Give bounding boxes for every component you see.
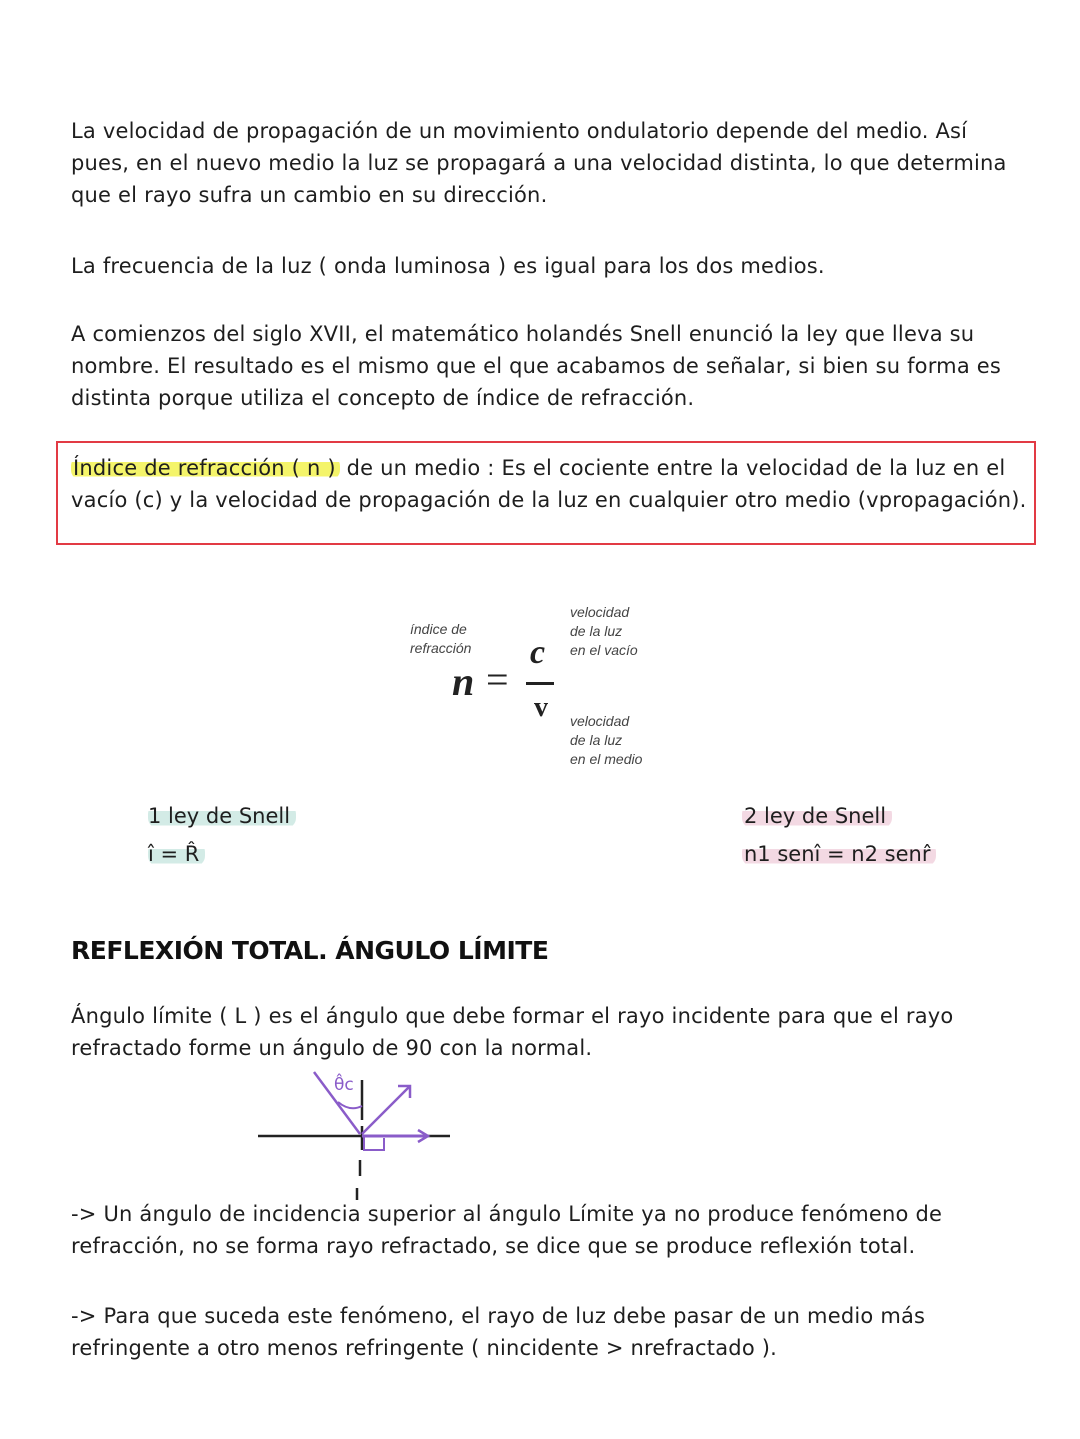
snell-law-2-title: 2 ley de Snell [742,798,892,834]
formula-label-index: índice de refracción [410,621,472,656]
right-angle-marker [364,1136,384,1150]
formula-equals: = [486,657,509,702]
formula-numerator: c [530,634,546,671]
reflected-ray [362,1086,410,1134]
paragraph-condition: -> Para que suceda este fenómeno, el rayo de luz debe pasar de un medio más refringente a otro menos refringente ( nincidente > nrefractado ). [71,1304,926,1360]
paragraph-frequency: La frecuencia de la luz ( onda luminosa ) es igual para los dos medios. [71,254,825,278]
definition-body: de un medio : Es el cociente entre la velocidad de la luz en el vacío (c) y la velocidad de propagación de la luz en cualquier otro medio (vpropagación). [71,456,1027,512]
snell-law-1-formula: î = R̂ [148,836,205,872]
definition-box [56,441,1036,545]
angle-label: θ̂c [334,1075,354,1095]
snell-law-1-title: 1 ley de Snell [148,798,296,834]
snell-law-2-formula: n1 senî = n2 senr̂ [742,836,936,872]
section-heading: REFLEXIÓN TOTAL. ÁNGULO LÍMITE [71,936,549,965]
formula-label-medium-speed: velocidad de la luz en el medio [570,713,643,767]
definition-text [71,452,1031,516]
formula-label-vacuum-speed: velocidad de la luz en el vacío [570,604,638,658]
definition-term: Índice de refracción ( n ) [71,456,340,480]
formula-lhs: n [452,659,475,704]
refraction-index-formula [400,600,660,775]
paragraph-total-reflection: -> Un ángulo de incidencia superior al ángulo Límite ya no produce fenómeno de refracción, no se forma rayo refractado, se dice que se produce reflexión total. [71,1202,943,1258]
limit-angle-diagram [250,1060,470,1210]
paragraph-limit-angle-definition: Ángulo límite ( L ) es el ángulo que debe formar el rayo incidente para que el rayo refractado forme un ángulo de 90 con la normal. [71,1004,954,1060]
formula-denominator: v [534,692,548,723]
paragraph-snell-history: A comienzos del siglo XVII, el matemático holandés Snell enunció la ley que lleva su nombre. El resultado es el mismo que el que acabamos de señalar, si bien su forma es distinta porque utiliza el concepto de índice de refracción. [71,322,1002,410]
paragraph-propagation-speed: La velocidad de propagación de un movimiento ondulatorio depende del medio. Así pues, en el nuevo medio la luz se propagará a una velocidad distinta, lo que determina que el rayo sufra un cambio en su dirección. [71,119,1007,207]
formula-fraction-bar [526,682,554,685]
